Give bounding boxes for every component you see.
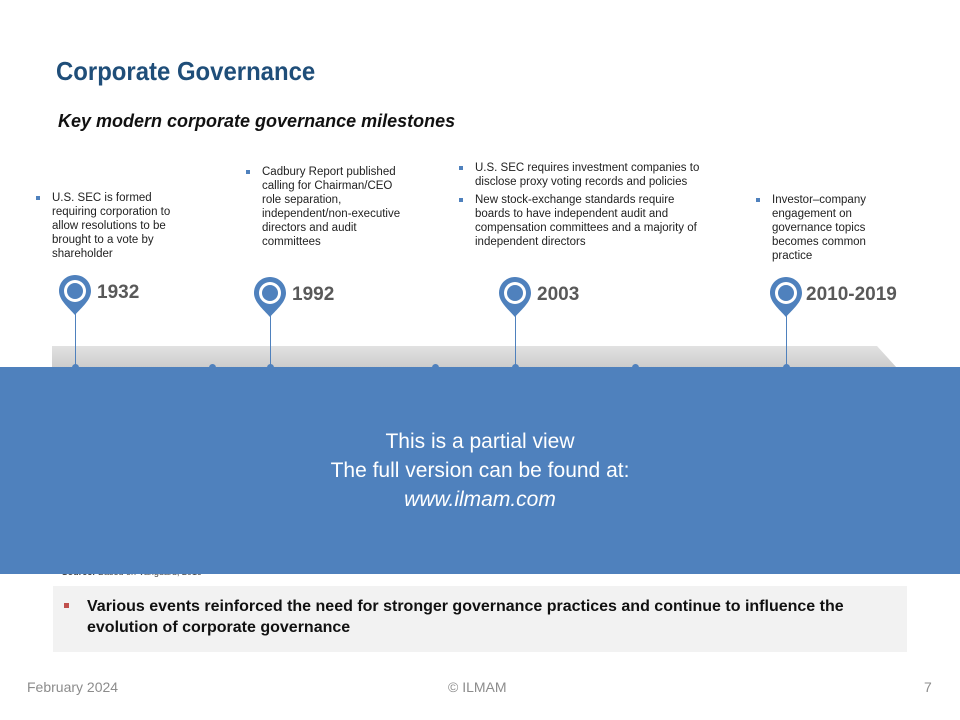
milestone-bullet: Investor–company engagement on governance topics becomes common practice: [754, 193, 889, 263]
map-pin-icon: [58, 274, 92, 316]
timeline-stem: [75, 314, 76, 366]
timeline-stem: [270, 316, 271, 366]
milestone-bullet: U.S. SEC requires investment companies to disclose proxy voting records and policies: [457, 161, 707, 189]
partial-view-banner: [0, 367, 960, 574]
banner-line-1: This is a partial view: [385, 430, 575, 453]
map-pin-icon: [769, 276, 803, 318]
takeaway-bullet-icon: [64, 603, 69, 608]
takeaway-text: Various events reinforced the need for stronger governance practices and continue to influence the evolution of corporate governance: [87, 598, 844, 636]
timeline-stem: [786, 316, 787, 366]
map-pin-icon: [498, 276, 532, 318]
takeaway-box: [53, 586, 907, 652]
milestone-2010-2019-text: [754, 193, 889, 267]
footer-page-number: 7: [924, 679, 932, 695]
milestone-1932-text: [34, 191, 194, 265]
footer-date: February 2024: [27, 679, 119, 695]
milestone-year: 2010-2019: [806, 284, 897, 305]
milestone-year: 2003: [537, 284, 580, 305]
milestone-year: 1992: [292, 284, 335, 305]
milestone-bullet: Cadbury Report published calling for Chairman/CEO role separation, independent/non-executive directors and audit committees: [244, 165, 404, 249]
milestone-year: 1932: [97, 282, 140, 303]
timeline-stem: [515, 316, 516, 366]
milestone-bullet: New stock-exchange standards require boards to have independent audit and compensation committees and a majority of independent directors: [457, 193, 707, 249]
map-pin-icon: [253, 276, 287, 318]
milestone-2003-text: [457, 161, 707, 253]
footer-copyright: © ILMAM: [448, 679, 507, 695]
banner-line-2: The full version can be found at:: [330, 459, 630, 482]
slide-title: Corporate Governance: [56, 56, 316, 86]
slide-subtitle: Key modern corporate governance milestones: [58, 111, 456, 131]
milestone-bullet: U.S. SEC is formed requiring corporation to allow resolutions to be brought to a vote by shareholder: [34, 191, 194, 261]
milestone-1992-text: [244, 165, 404, 253]
banner-url[interactable]: www.ilmam.com: [404, 488, 556, 511]
